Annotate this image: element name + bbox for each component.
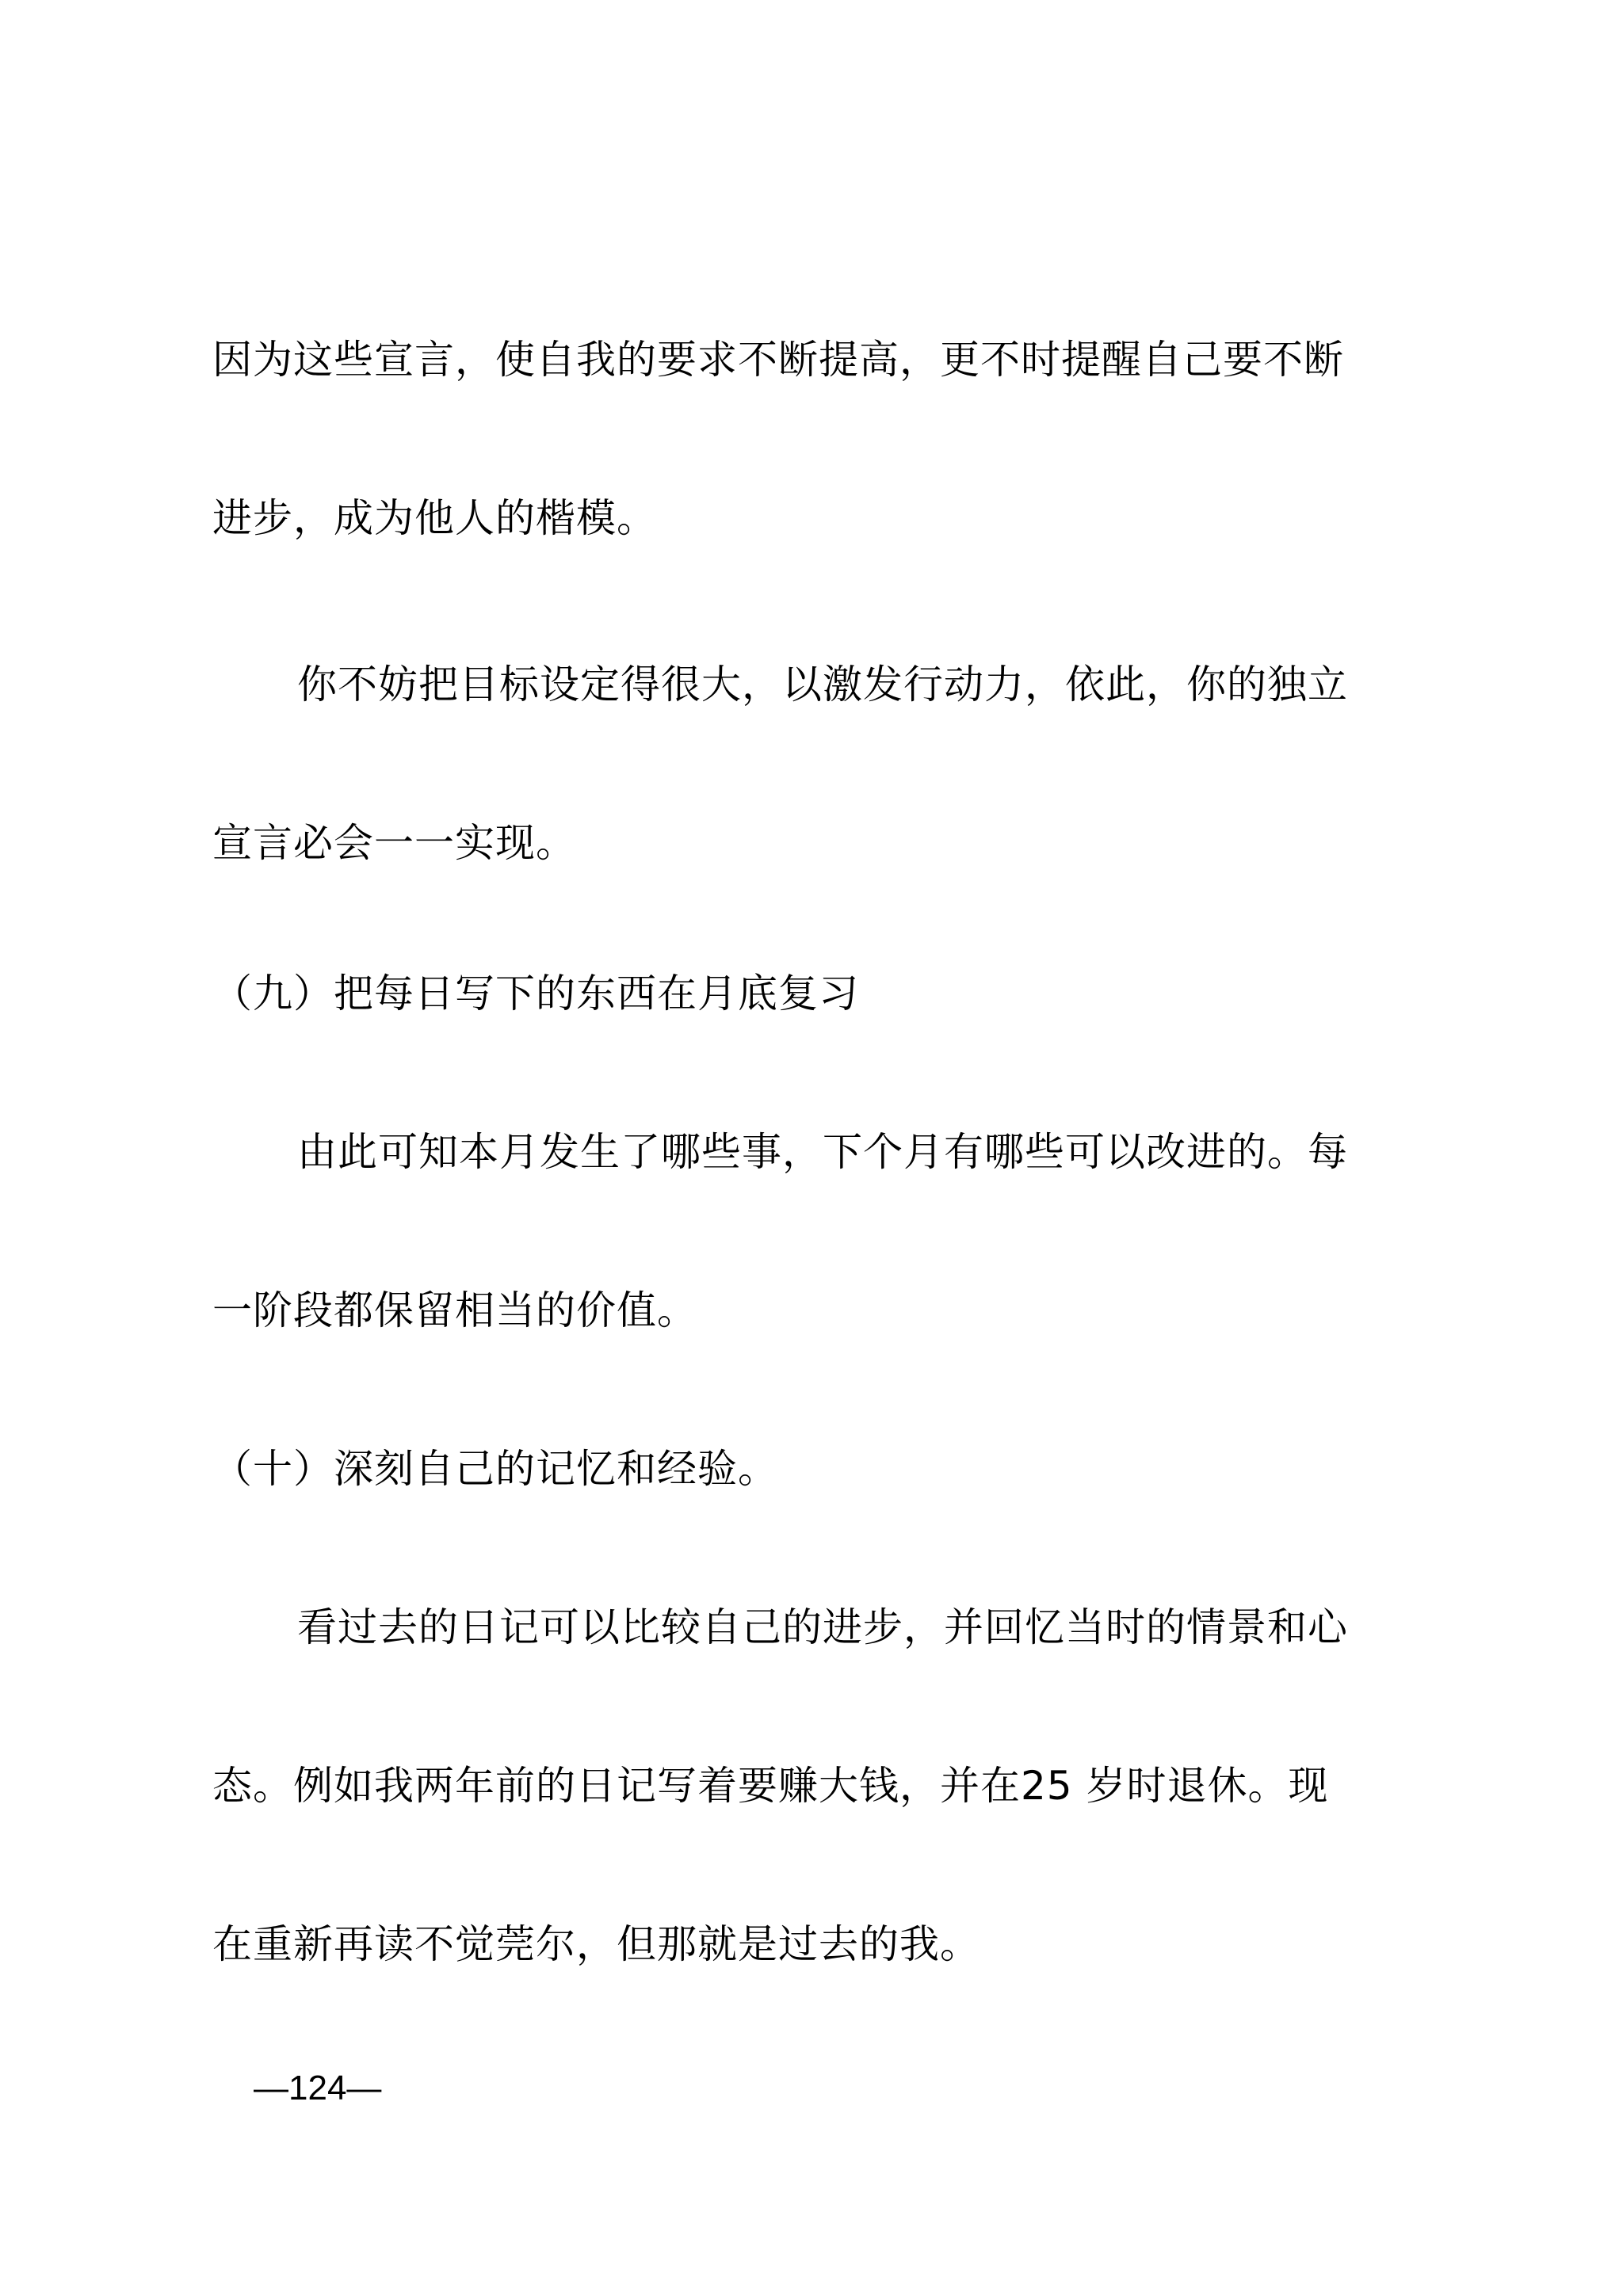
text-line-6: 由此可知本月发生了哪些事，下个月有哪些可以改进的。每 <box>297 1129 1348 1175</box>
text-line-1: 因为这些宣言，使自我的要求不断提高，更不时提醒自己要不断 <box>212 337 1344 383</box>
text-line-3: 你不妨把目标设定得很大，以激发行动力，依此，你的独立 <box>297 662 1348 707</box>
text-line-7: 一阶段都保留相当的价值。 <box>212 1287 697 1333</box>
page-number: —124— <box>254 2069 382 2107</box>
text-line-10: 态。例如我两年前的日记写着要赚大钱，并在25 岁时退休。现 <box>212 1763 1329 1809</box>
section-heading-10: （十）深刻自己的记忆和经验。 <box>212 1446 778 1492</box>
text-line-11: 在重新再读不觉莞尔，但那就是过去的我。 <box>212 1921 980 1967</box>
text-line-2: 进步，成为他人的楷模。 <box>212 495 657 541</box>
section-heading-9: （九）把每日写下的东西在月底复习 <box>212 971 859 1016</box>
text-line-9: 看过去的日记可以比较自己的进步，并回忆当时的情景和心 <box>297 1604 1348 1650</box>
text-line-4: 宣言必会一一实现。 <box>212 820 576 866</box>
